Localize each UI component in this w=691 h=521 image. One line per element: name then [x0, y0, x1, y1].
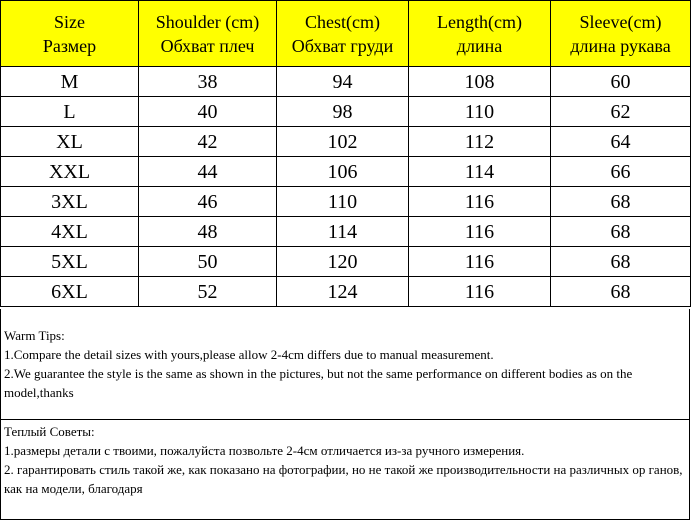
- cell-length: 116: [409, 277, 551, 307]
- cell-size: XL: [1, 127, 139, 157]
- cell-shoulder: 40: [139, 97, 277, 127]
- cell-size: 6XL: [1, 277, 139, 307]
- header-chest: [277, 1, 409, 67]
- cell-length: 112: [409, 127, 551, 157]
- cell-size: M: [1, 67, 139, 97]
- table-row: [1, 277, 691, 307]
- warm-tips-en: [0, 309, 690, 420]
- header-size-en: Size: [54, 11, 85, 32]
- table-row: [1, 97, 691, 127]
- cell-size: 4XL: [1, 217, 139, 247]
- table-row: [1, 187, 691, 217]
- cell-chest: 114: [277, 217, 409, 247]
- warm-tips-ru-line-1: 1.размеры детали с твоими, пожалуйста позвольте 2-4см отличается из-за ручного измерения.: [4, 443, 525, 458]
- cell-length: 116: [409, 217, 551, 247]
- cell-chest: 102: [277, 127, 409, 157]
- cell-length: 108: [409, 67, 551, 97]
- table-row: [1, 127, 691, 157]
- cell-size: XXL: [1, 157, 139, 187]
- warm-tips-line-2: 2.We guarantee the style is the same as shown in the pictures, but not the same performance on different bodies as on the model,thanks: [4, 366, 633, 400]
- header-size-ru: Размер: [42, 35, 97, 56]
- table-row: [1, 67, 691, 97]
- header-row: [1, 1, 691, 67]
- header-length: [409, 1, 551, 67]
- cell-chest: 98: [277, 97, 409, 127]
- header-length-ru: длина: [456, 35, 503, 56]
- header-shoulder: [139, 1, 277, 67]
- cell-sleeve: 68: [551, 277, 691, 307]
- warm-tips-title: Warm Tips:: [4, 328, 65, 343]
- header-chest-ru: Обхват груди: [291, 35, 394, 56]
- cell-chest: 94: [277, 67, 409, 97]
- header-sleeve: [551, 1, 691, 67]
- header-size: [1, 1, 139, 67]
- table-row: [1, 157, 691, 187]
- cell-size: L: [1, 97, 139, 127]
- cell-sleeve: 64: [551, 127, 691, 157]
- cell-length: 116: [409, 187, 551, 217]
- cell-shoulder: 42: [139, 127, 277, 157]
- cell-length: 110: [409, 97, 551, 127]
- cell-size: 5XL: [1, 247, 139, 277]
- header-sleeve-en: Sleeve(cm): [579, 11, 662, 32]
- cell-chest: 110: [277, 187, 409, 217]
- warm-tips-line-1: 1.Compare the detail sizes with yours,please allow 2-4cm differs due to manual measurement.: [4, 347, 494, 362]
- cell-sleeve: 66: [551, 157, 691, 187]
- warm-tips-ru-title: Теплый Советы:: [4, 424, 95, 439]
- cell-chest: 124: [277, 277, 409, 307]
- header-shoulder-en: Shoulder (cm): [155, 11, 260, 32]
- cell-shoulder: 38: [139, 67, 277, 97]
- warm-tips-ru: [0, 420, 690, 520]
- header-sleeve-ru: длина рукава: [570, 35, 671, 56]
- header-chest-en: Chest(cm): [305, 11, 380, 32]
- header-shoulder-ru: Обхват плеч: [160, 35, 255, 56]
- cell-sleeve: 60: [551, 67, 691, 97]
- cell-sleeve: 68: [551, 187, 691, 217]
- cell-sleeve: 68: [551, 247, 691, 277]
- cell-size: 3XL: [1, 187, 139, 217]
- cell-length: 114: [409, 157, 551, 187]
- cell-shoulder: 44: [139, 157, 277, 187]
- cell-sleeve: 62: [551, 97, 691, 127]
- cell-shoulder: 52: [139, 277, 277, 307]
- cell-sleeve: 68: [551, 217, 691, 247]
- cell-chest: 120: [277, 247, 409, 277]
- table-row: [1, 217, 691, 247]
- cell-shoulder: 46: [139, 187, 277, 217]
- cell-chest: 106: [277, 157, 409, 187]
- cell-shoulder: 50: [139, 247, 277, 277]
- table-row: [1, 247, 691, 277]
- cell-shoulder: 48: [139, 217, 277, 247]
- cell-length: 116: [409, 247, 551, 277]
- warm-tips-ru-line-2: 2. гарантировать стиль такой же, как показано на фотографии, но не такой же производительности на различных ор ганов, как на модели, благодаря: [4, 462, 683, 496]
- header-length-en: Length(cm): [437, 11, 522, 32]
